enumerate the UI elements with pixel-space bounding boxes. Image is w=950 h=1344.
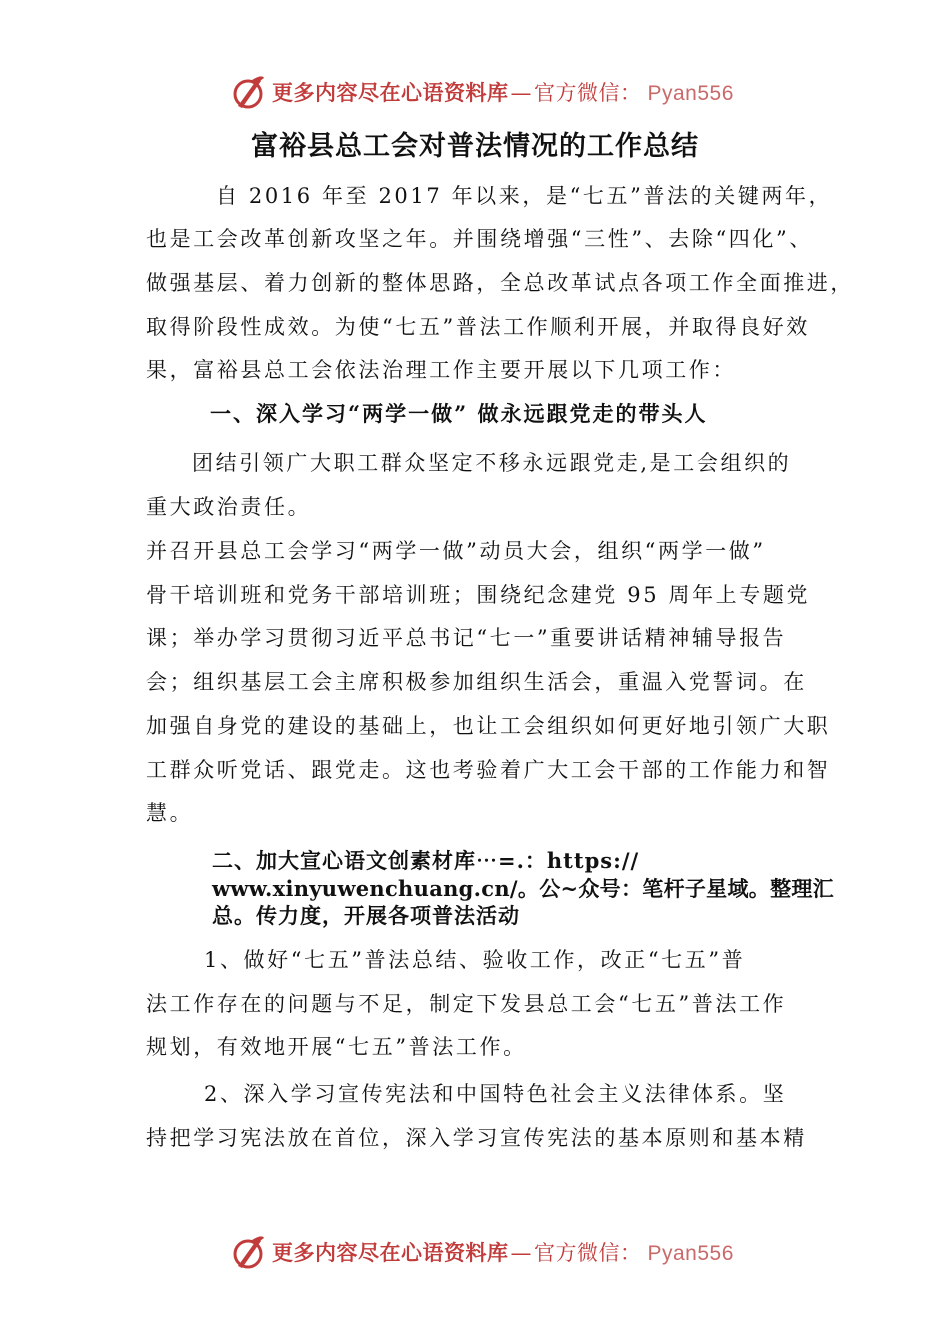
item-1-line: 规划，有效地开展“七五”普法工作。 [146,1035,527,1059]
section-2-heading: 总。传力度，开展各项普法活动 [212,903,520,928]
section-1-line: 加强自身党的建设的基础上，也让工会组织如何更好地引领广大职 [146,714,831,738]
quill-logo-icon [228,1232,268,1272]
section-1-line: 工群众听党话、跟党走。这也考验着广大工会干部的工作能力和智 [146,758,831,782]
section-1-line: 慧。 [146,801,194,825]
section-2-heading: 二、加大宣心语文创素材库⋯=.：https:// [212,848,640,873]
watermark-label: 官方微信： [534,1241,642,1265]
watermark-wechat: Pyan556 [647,1242,734,1265]
section-1-line: 课；举办学习贯彻习近平总书记“七一”重要讲话精神辅导报告 [146,626,787,650]
intro-line: 做强基层、着力创新的整体思路，全总改革试点各项工作全面推进， [146,271,854,295]
watermark-text [272,1237,734,1267]
quill-logo-icon [228,72,268,112]
section-1-heading: 一、深入学习“两学一做” 做永远跟党走的带头人 [210,401,708,426]
section-1-line: 骨干培训班和党务干部培训班；围绕纪念建党 95 周年上专题党 [146,583,811,607]
intro-line: 自 2016 年至 2017 年以来，是“七五”普法的关键两年， [216,184,833,208]
watermark-text [272,77,734,107]
item-1-line: 1、做好“七五”普法总结、验收工作，改正“七五”普 [204,948,746,972]
section-2-heading: www.xinyuwenchuang.cn/。公~众号：笔杆子星域。整理汇 [212,876,834,901]
item-2-line: 持把学习宪法放在首位，深入学习宣传宪法的基本原则和基本精 [146,1126,807,1150]
intro-line: 也是工会改革创新攻坚之年。并围绕增强“三性”、去除“四化”、 [146,227,813,251]
intro-line: 果，富裕县总工会依法治理工作主要开展以下几项工作： [146,358,736,382]
watermark-banner-bottom [228,1230,734,1274]
item-2-line: 2、深入学习宣传宪法和中国特色社会主义法律体系。坚 [204,1082,787,1106]
watermark-banner-top [228,70,734,114]
item-1-line: 法工作存在的问题与不足，制定下发县总工会“七五”普法工作 [146,992,787,1016]
watermark-cn: 更多内容尽在心语资料库 [272,81,509,105]
section-1-line: 重大政治责任。 [146,495,312,519]
watermark-wechat: Pyan556 [647,82,734,105]
section-1-line: 团结引领广大职工群众坚定不移永远跟党走,是工会组织的 [192,451,792,475]
section-1-line: 并召开县总工会学习“两学一做”动员大会，组织“两学一做” [146,539,766,563]
watermark-cn: 更多内容尽在心语资料库 [272,1241,509,1265]
watermark-label: 官方微信： [534,81,642,105]
watermark-separator: — [510,1241,532,1265]
section-1-line: 会；组织基层工会主席积极参加组织生活会，重温入党誓词。在 [146,670,807,694]
watermark-separator: — [510,81,532,105]
intro-line: 取得阶段性成效。为使“七五”普法工作顺利开展，并取得良好效 [146,315,810,339]
document-title: 富裕县总工会对普法情况的工作总结 [251,131,699,162]
